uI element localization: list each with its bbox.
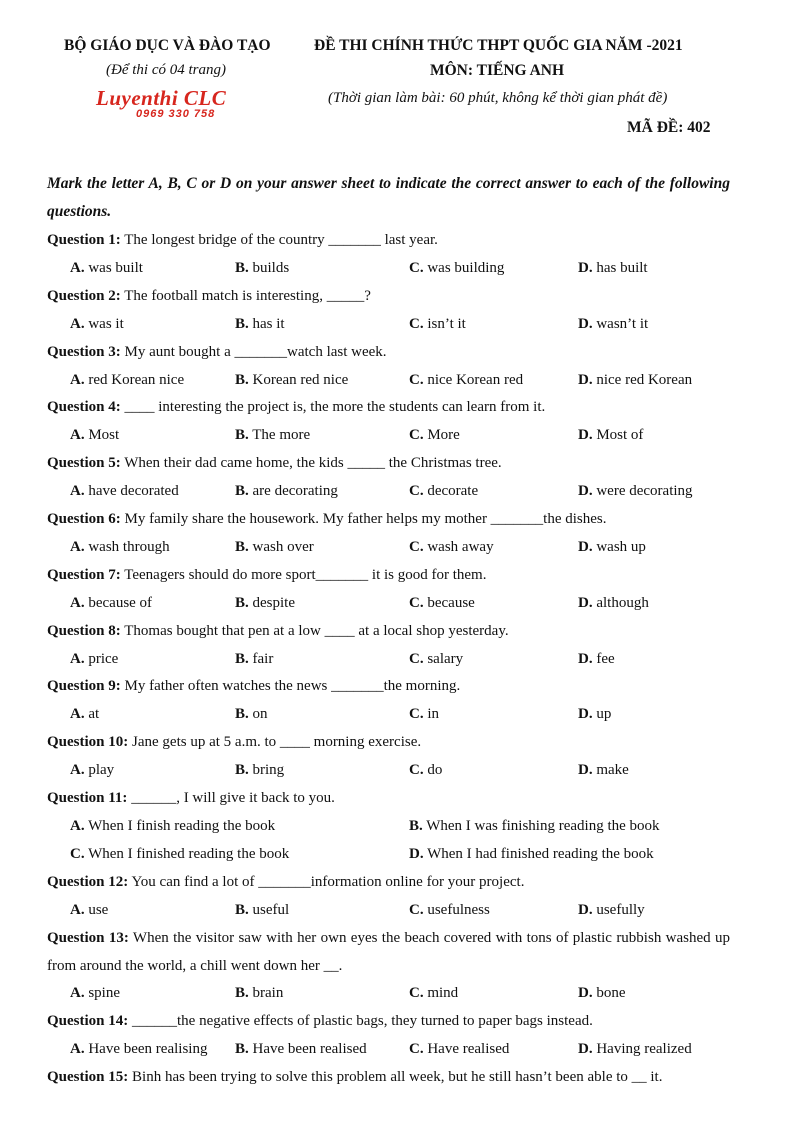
option-text: nice red Korean: [592, 371, 693, 388]
question-stem: [47, 226, 438, 254]
option-text: despite: [248, 594, 296, 611]
question-stem: [47, 561, 486, 589]
answer-option: [70, 840, 289, 868]
option-text: wasn’t it: [592, 315, 649, 332]
question-text: My family share the housework. My father helps my mother _______the dishes.: [120, 511, 607, 527]
option-letter: D.: [578, 901, 593, 918]
question-label: Question 7:: [47, 566, 121, 583]
option-text: spine: [84, 985, 121, 1002]
option-text: isn’t it: [423, 315, 466, 332]
option-letter: A.: [70, 817, 85, 834]
option-text: usefulness: [423, 901, 490, 918]
answer-option: [409, 700, 439, 728]
answer-options-row: [0, 477, 800, 505]
question-label: Question 10:: [47, 734, 129, 751]
option-letter: B.: [235, 594, 249, 611]
answer-options-row: [0, 700, 800, 728]
answer-option: [70, 1035, 207, 1063]
option-letter: B.: [235, 706, 249, 723]
answer-option: [409, 979, 458, 1007]
option-text: wash through: [84, 538, 170, 555]
question-stem: [47, 338, 387, 366]
pages-note: (Để thi có 04 trang): [106, 62, 226, 78]
option-text: useful: [248, 901, 290, 918]
option-letter: A.: [70, 985, 85, 1002]
brand-phone: 0969 330 758: [136, 108, 216, 120]
option-letter: B.: [235, 483, 249, 500]
question-text: You can find a lot of _______information online for your project.: [128, 873, 525, 890]
option-letter: C.: [409, 1041, 424, 1058]
answer-options-row: [0, 421, 800, 449]
option-text: wash up: [592, 538, 646, 555]
answer-option: [409, 840, 654, 868]
answer-option: [235, 421, 310, 449]
option-letter: C.: [409, 706, 424, 723]
option-letter: C.: [409, 985, 424, 1002]
question-text: ______, I will give it back to you.: [127, 790, 335, 806]
option-letter: A.: [70, 594, 85, 611]
answer-option: [578, 645, 615, 673]
answer-option: [235, 979, 283, 1007]
answer-option: [578, 310, 648, 338]
option-text: was built: [84, 259, 143, 276]
option-text: at: [84, 706, 100, 723]
answer-option: [235, 896, 289, 924]
answer-options-row: [0, 896, 800, 924]
option-text: Have been realised: [248, 1041, 367, 1058]
answer-option: [409, 645, 463, 673]
question-text: When the visitor saw with her own eyes the beach covered with tons of plastic rubbish washed up from around the world, a chill went down her __.: [47, 929, 730, 974]
question-stem: [47, 617, 509, 645]
option-text: nice Korean red: [423, 371, 524, 388]
answer-option: [235, 254, 289, 282]
answer-options-row: [0, 1035, 800, 1063]
answer-option: [70, 421, 119, 449]
option-letter: A.: [70, 650, 85, 667]
option-text: do: [423, 762, 443, 779]
question-text: My aunt bought a _______watch last week.: [120, 343, 387, 360]
answer-options-row: [0, 840, 800, 868]
answer-option: [578, 366, 692, 394]
option-text: salary: [423, 650, 464, 667]
option-text: are decorating: [248, 483, 338, 500]
option-text: When I finished reading the book: [84, 845, 290, 862]
option-letter: A.: [70, 538, 85, 555]
question-text: The football match is interesting, _____?: [120, 287, 371, 304]
time-note: (Thời gian làm bài: 60 phút, không kể thời gian phát đề): [328, 90, 668, 106]
answer-option: [578, 477, 693, 505]
option-letter: D.: [578, 483, 593, 500]
option-letter: B.: [235, 985, 249, 1002]
question-label: Question 13:: [47, 929, 129, 946]
answer-option: [70, 756, 114, 784]
answer-option: [409, 254, 504, 282]
option-text: More: [423, 427, 460, 444]
answer-option: [235, 366, 348, 394]
option-letter: A.: [70, 427, 85, 444]
answer-option: [578, 421, 643, 449]
question-label: Question 3:: [47, 343, 121, 360]
question-label: Question 2:: [47, 287, 121, 304]
option-text: wash over: [248, 538, 314, 555]
option-letter: A.: [70, 259, 85, 276]
option-text: brain: [248, 985, 284, 1002]
option-text: usefully: [592, 901, 645, 918]
answer-option: [409, 589, 475, 617]
option-text: Having realized: [592, 1041, 692, 1058]
question-label: Question 4:: [47, 399, 121, 416]
answer-options-row: [0, 756, 800, 784]
question-label: Question 15:: [47, 1069, 129, 1085]
answer-option: [409, 812, 660, 840]
option-text: Korean red nice: [248, 371, 349, 388]
answer-option: [70, 254, 143, 282]
question-text: When their dad came home, the kids _____ the Christmas tree.: [120, 455, 502, 472]
option-text: builds: [248, 259, 290, 276]
answer-options-row: [0, 589, 800, 617]
answer-option: [578, 254, 648, 282]
option-letter: A.: [70, 762, 85, 779]
answer-option: [70, 589, 152, 617]
question-stem: [47, 924, 730, 980]
option-text: Have realised: [423, 1041, 510, 1058]
answer-option: [235, 589, 295, 617]
option-text: bring: [248, 762, 285, 779]
answer-option: [70, 645, 118, 673]
option-text: The more: [248, 427, 311, 444]
question-label: Question 1:: [47, 232, 121, 248]
option-letter: D.: [578, 762, 593, 779]
question-stem: [47, 672, 460, 700]
option-text: make: [592, 762, 629, 779]
option-letter: D.: [578, 371, 593, 388]
question-stem: [47, 393, 545, 421]
question-text: Thomas bought that pen at a low ____ at a local shop yesterday.: [120, 622, 509, 639]
answer-option: [235, 477, 338, 505]
answer-option: [578, 700, 611, 728]
option-letter: C.: [409, 762, 424, 779]
answer-options-row: [0, 366, 800, 394]
option-text: fair: [248, 650, 274, 667]
option-text: was building: [423, 259, 505, 276]
option-text: although: [592, 594, 649, 611]
option-letter: C.: [409, 315, 424, 332]
question-label: Question 6:: [47, 511, 121, 527]
answer-option: [235, 310, 285, 338]
answer-option: [70, 812, 275, 840]
option-text: on: [248, 706, 268, 723]
instruction-text: Mark the letter A, B, C or D on your answer sheet to indicate the correct answer to each of the following questions.: [47, 175, 730, 220]
option-letter: A.: [70, 483, 85, 500]
option-text: play: [84, 762, 115, 779]
answer-option: [578, 533, 646, 561]
option-letter: C.: [409, 538, 424, 555]
answer-option: [578, 896, 645, 924]
option-letter: D.: [578, 259, 593, 276]
answer-option: [70, 979, 120, 1007]
option-letter: A.: [70, 706, 85, 723]
subject-title: MÔN: TIẾNG ANH: [430, 62, 565, 79]
question-text: Teenagers should do more sport_______ it is good for them.: [120, 566, 487, 583]
question-stem: [47, 1063, 662, 1091]
answer-option: [409, 310, 466, 338]
answer-options-row: [0, 310, 800, 338]
answer-option: [409, 1035, 509, 1063]
option-text: were decorating: [592, 483, 693, 500]
option-letter: D.: [578, 706, 593, 723]
exam-code: MÃ ĐỀ: 402: [627, 119, 711, 136]
question-label: Question 14:: [47, 1013, 129, 1030]
option-text: When I finish reading the book: [84, 817, 276, 834]
question-stem: [47, 449, 502, 477]
option-letter: B.: [235, 762, 249, 779]
exam-title: ĐỀ THI CHÍNH THỨC THPT QUỐC GIA NĂM -2021: [314, 37, 683, 54]
option-text: mind: [423, 985, 459, 1002]
ministry-name: BỘ GIÁO DỤC VÀ ĐÀO TẠO: [64, 37, 271, 54]
option-letter: D.: [578, 538, 593, 555]
answer-option: [578, 1035, 692, 1063]
question-text: Binh has been trying to solve this problem all week, but he still hasn’t been able to __ it.: [128, 1069, 663, 1085]
answer-option: [235, 700, 268, 728]
option-letter: A.: [70, 315, 85, 332]
answer-option: [578, 979, 626, 1007]
option-letter: C.: [409, 259, 424, 276]
answer-option: [70, 896, 108, 924]
answer-option: [70, 533, 170, 561]
answer-option: [70, 366, 184, 394]
option-letter: D.: [578, 985, 593, 1002]
option-text: wash away: [423, 538, 494, 555]
option-text: use: [84, 901, 109, 918]
option-text: have decorated: [84, 483, 179, 500]
option-text: because of: [84, 594, 153, 611]
answer-option: [70, 700, 99, 728]
question-text: ______the negative effects of plastic bags, they turned to paper bags instead.: [128, 1013, 593, 1030]
answer-option: [235, 756, 284, 784]
option-text: up: [592, 706, 612, 723]
question-label: Question 12:: [47, 873, 129, 890]
option-text: bone: [592, 985, 626, 1002]
question-label: Question 9:: [47, 678, 121, 695]
question-stem: [47, 505, 607, 533]
answer-options-row: [0, 979, 800, 1007]
answer-option: [235, 1035, 367, 1063]
option-letter: B.: [235, 538, 249, 555]
option-letter: C.: [409, 371, 424, 388]
answer-option: [409, 896, 490, 924]
answer-option: [409, 366, 523, 394]
answer-options-row: [0, 812, 800, 840]
option-text: has built: [592, 259, 648, 276]
option-text: decorate: [423, 483, 479, 500]
option-letter: A.: [70, 1041, 85, 1058]
answer-options-row: [0, 533, 800, 561]
option-text: Have been realising: [84, 1041, 208, 1058]
option-letter: C.: [409, 594, 424, 611]
brand-logo: Luyenthi CLC: [96, 86, 227, 110]
option-letter: D.: [578, 315, 593, 332]
option-letter: B.: [235, 1041, 249, 1058]
question-label: Question 8:: [47, 622, 121, 639]
option-letter: B.: [235, 427, 249, 444]
question-label: Question 11:: [47, 790, 128, 806]
option-letter: B.: [235, 315, 249, 332]
option-text: was it: [84, 315, 124, 332]
option-letter: B.: [409, 817, 423, 834]
question-stem: [47, 784, 335, 812]
answer-option: [70, 310, 124, 338]
answer-options-row: [0, 254, 800, 282]
answer-option: [409, 477, 478, 505]
answer-option: [578, 756, 629, 784]
option-text: When I was finishing reading the book: [422, 817, 660, 834]
question-label: Question 5:: [47, 455, 121, 472]
option-letter: B.: [235, 901, 249, 918]
question-stem: [47, 728, 421, 756]
question-stem: [47, 1007, 593, 1035]
option-letter: C.: [409, 650, 424, 667]
option-letter: A.: [70, 901, 85, 918]
answer-option: [409, 533, 494, 561]
answer-option: [578, 589, 649, 617]
answer-option: [409, 421, 460, 449]
option-letter: B.: [235, 650, 249, 667]
option-text: red Korean nice: [84, 371, 185, 388]
option-text: price: [84, 650, 119, 667]
option-letter: B.: [235, 371, 249, 388]
option-letter: A.: [70, 371, 85, 388]
answer-option: [235, 645, 273, 673]
option-letter: C.: [70, 845, 85, 862]
question-text: The longest bridge of the country _______ last year.: [120, 232, 438, 248]
question-text: My father often watches the news _______the morning.: [120, 678, 461, 695]
option-text: When I had finished reading the book: [423, 845, 654, 862]
option-text: Most: [84, 427, 120, 444]
answer-option: [409, 756, 442, 784]
option-letter: B.: [235, 259, 249, 276]
question-stem: [47, 282, 371, 310]
option-letter: D.: [578, 650, 593, 667]
answer-options-row: [0, 645, 800, 673]
option-letter: D.: [578, 594, 593, 611]
option-text: in: [423, 706, 440, 723]
option-text: Most of: [592, 427, 644, 444]
option-text: has it: [248, 315, 285, 332]
answer-option: [235, 533, 314, 561]
option-letter: D.: [578, 1041, 593, 1058]
option-text: fee: [592, 650, 615, 667]
question-text: ____ interesting the project is, the more the students can learn from it.: [120, 399, 546, 416]
question-text: Jane gets up at 5 a.m. to ____ morning exercise.: [128, 734, 422, 751]
option-letter: D.: [409, 845, 424, 862]
option-letter: C.: [409, 427, 424, 444]
option-letter: D.: [578, 427, 593, 444]
option-letter: C.: [409, 901, 424, 918]
option-text: because: [423, 594, 475, 611]
question-stem: [47, 868, 524, 896]
answer-option: [70, 477, 179, 505]
option-letter: C.: [409, 483, 424, 500]
